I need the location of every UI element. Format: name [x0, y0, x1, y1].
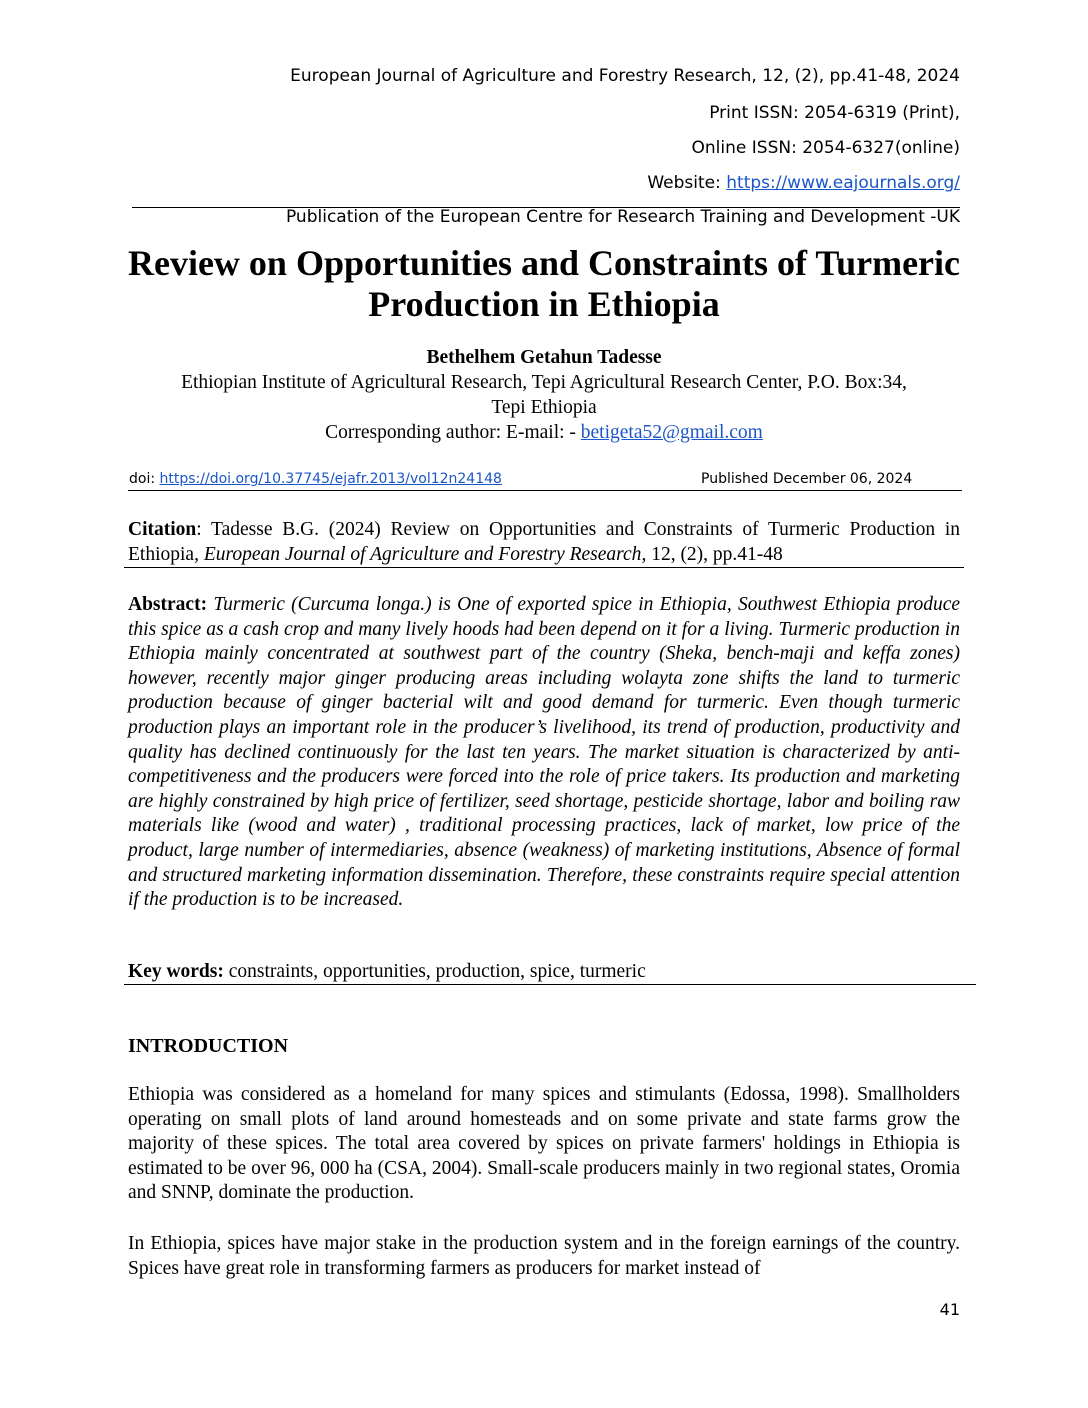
- website-link[interactable]: https://www.eajournals.org/: [726, 173, 960, 193]
- abstract-label: Abstract:: [128, 594, 208, 615]
- doi-line: [129, 471, 502, 487]
- citation-rule: [124, 567, 964, 568]
- citation-text: : Tadesse B.G. (2024) Review on Opportunities and Constraints of Turmeric Production in Ethiopia,: [128, 519, 960, 565]
- affiliation-line-1: Ethiopian Institute of Agricultural Research, Tepi Agricultural Research Center, P.O. Box:34,: [181, 372, 907, 393]
- published-date: Published December 06, 2024: [701, 471, 913, 487]
- citation: [128, 518, 960, 567]
- page-number: 41: [939, 1300, 960, 1319]
- journal-citation-line: European Journal of Agriculture and Forestry Research, 12, (2), pp.41-48, 2024: [290, 66, 960, 86]
- title-line-2: Production in Ethiopia: [368, 284, 720, 324]
- email-link[interactable]: betigeta52@gmail.com: [580, 422, 763, 443]
- keywords-rule: [124, 984, 976, 985]
- author-name: Bethelhem Getahun Tadesse: [426, 347, 662, 368]
- website-line: [647, 173, 960, 193]
- website-label: Website:: [647, 173, 727, 193]
- citation-label: Citation: [128, 519, 197, 540]
- keywords: [128, 960, 960, 985]
- print-issn: Print ISSN: 2054-6319 (Print),: [709, 103, 960, 123]
- doi-rule: [128, 490, 962, 491]
- online-issn: Online ISSN: 2054-6327(online): [691, 138, 960, 158]
- citation-journal: European Journal of Agriculture and Forestry Research: [203, 543, 642, 565]
- keywords-text: constraints, opportunities, production, spice, turmeric: [223, 961, 646, 982]
- article-title: [100, 243, 988, 325]
- citation-pages: , 12, (2), pp.41-48: [641, 543, 783, 565]
- corresponding-label: Corresponding author: E-mail: -: [325, 422, 581, 443]
- publisher-line: Publication of the European Centre for Research Training and Development -UK: [285, 207, 960, 227]
- doi-link[interactable]: https://doi.org/10.37745/ejafr.2013/vol12n24148: [159, 471, 502, 487]
- affiliation-line-2: Tepi Ethiopia: [491, 397, 597, 418]
- doi-label: doi:: [129, 471, 160, 487]
- intro-paragraph-1: Ethiopia was considered as a homeland for many spices and stimulants (Edossa, 1998). Smallholders operating on small plots of land around homesteads and on some private and state farms grow the majority of these spices. The total area covered by spices on private farmers' holdings in Ethiopia is estimated to be over 96, 000 ha (CSA, 2004). Small-scale producers mainly in two regional states, Oromia and SNNP, dominate the production.: [128, 1084, 960, 1204]
- keywords-label: Key words:: [128, 961, 224, 982]
- abstract-text: Turmeric (Curcuma longa.) is One of exported spice in Ethiopia, Southwest Ethiopia produce this spice as a cash crop and many lively hoods had been depend on it for a living. Turmeric production in Ethiopia mainly concentrated at southwest part of the country (Sheka, bench-maji and keffa zones) however, recently major ginger producing areas including wolayta zone shifts the land to turmeric production because of ginger bacterial wilt and good demand for turmeric. Even though turmeric production plays an important role in the producer’s livelihood, its trend of production, productivity and quality has declined continuously for the last ten years. The market situation is characterized by anti-competitiveness and the producers were forced into the role of price takers. Its production and marketing are highly constrained by high price of fertilizer, seed shortage, pesticide shortage, labor and boiling raw materials like (wood and water) , traditional processing practices, lack of market, low price of the product, large number of intermediaries, absence (weakness) of marketing institutions, Absence of formal and structured marketing information dissemination. Therefore, these constraints require special attention if the production is to be increased.: [128, 594, 961, 911]
- title-line-1: Review on Opportunities and Constraints of Turmeric: [127, 243, 961, 283]
- intro-paragraph-2: In Ethiopia, spices have major stake in the production system and in the foreign earnings of the country. Spices have great role in transforming farmers as producers for market instead of: [128, 1233, 960, 1279]
- introduction-heading: INTRODUCTION: [128, 1035, 289, 1057]
- corresponding-author: [100, 422, 988, 444]
- abstract: [128, 593, 960, 913]
